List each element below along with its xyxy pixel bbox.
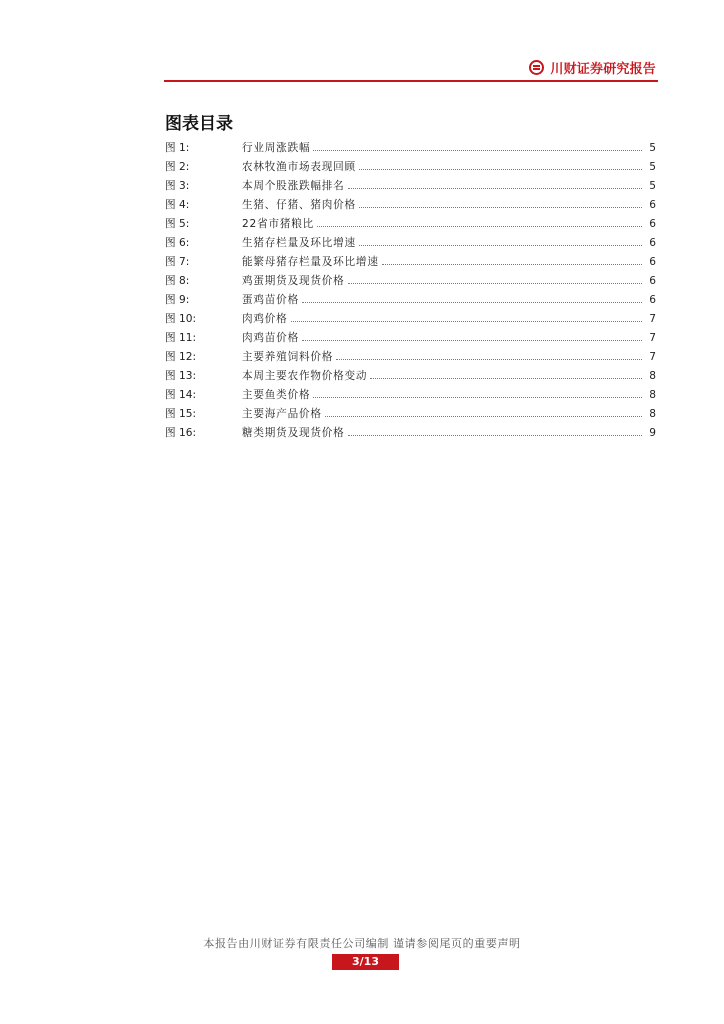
header-divider: [164, 80, 658, 82]
toc-entry-label: 图 9:: [165, 294, 190, 306]
brand: [529, 58, 656, 77]
toc-entry-leader: [359, 245, 642, 246]
toc-entry-text: 行业周涨跌幅: [242, 142, 311, 154]
toc-entry-leader: [313, 150, 642, 151]
toc-entry[interactable]: [165, 290, 656, 309]
toc-entry[interactable]: [165, 214, 656, 233]
toc-entry[interactable]: [165, 195, 656, 214]
toc-entry-leader: [370, 378, 642, 379]
toc-entry-leader: [313, 397, 642, 398]
toc-entry-text: 农林牧渔市场表现回顾: [242, 161, 356, 173]
toc-entry-page: 6: [649, 236, 656, 249]
toc-entry-text: 主要海产品价格: [242, 408, 322, 420]
footer-disclaimer: 本报告由川财证券有限责任公司编制 谨请参阅尾页的重要声明: [203, 937, 521, 950]
toc-entry-label: 图 16:: [165, 427, 197, 439]
toc-entry[interactable]: [165, 138, 656, 157]
toc-entry-label: 图 4:: [165, 199, 190, 211]
toc-entry-page: 7: [649, 350, 656, 363]
toc-entry-leader: [302, 340, 642, 341]
toc-entry-label: 图 14:: [165, 389, 197, 401]
toc-entry-page: 8: [649, 388, 656, 401]
toc-entry-page: 5: [649, 160, 656, 173]
toc-entry[interactable]: [165, 385, 656, 404]
toc-entry-text: 鸡蛋期货及现货价格: [242, 275, 345, 287]
toc-entry-label: 图 3:: [165, 180, 190, 192]
toc-entry[interactable]: [165, 233, 656, 252]
toc-entry-text: 生猪、仔猪、猪肉价格: [242, 199, 356, 211]
toc-entry-label: 图 13:: [165, 370, 197, 382]
toc-entry[interactable]: [165, 157, 656, 176]
toc-entry-leader: [348, 435, 642, 436]
brand-logo-icon: [529, 60, 544, 75]
toc-entry[interactable]: [165, 176, 656, 195]
toc-entry-label: 图 8:: [165, 275, 190, 287]
toc-entry[interactable]: [165, 328, 656, 347]
toc-entry-label: 图 7:: [165, 256, 190, 268]
toc-entry-page: 6: [649, 293, 656, 306]
toc-entry-text: 肉鸡价格: [242, 313, 288, 325]
toc-title: 图表目录: [165, 114, 233, 134]
toc-entry-text: 蛋鸡苗价格: [242, 294, 299, 306]
toc-entry-text: 本周个股涨跌幅排名: [242, 180, 345, 192]
toc-entry-text: 生猪存栏量及环比增速: [242, 237, 356, 249]
toc-entry-leader: [291, 321, 642, 322]
toc-entry-label: 图 10:: [165, 313, 197, 325]
toc-entry-label: 图 1:: [165, 142, 190, 154]
toc-entry-leader: [317, 226, 642, 227]
toc-entry-text: 主要养殖饲料价格: [242, 351, 334, 363]
toc-entry-page: 9: [649, 426, 656, 439]
toc-entry-text: 能繁母猪存栏量及环比增速: [242, 256, 379, 268]
toc-entry[interactable]: [165, 271, 656, 290]
toc-entry-leader: [348, 188, 642, 189]
toc-entry-text: 22省市猪粮比: [242, 218, 315, 230]
toc-entry-leader: [359, 169, 642, 170]
toc-entry-text: 主要鱼类价格: [242, 389, 311, 401]
toc-list: [165, 138, 656, 442]
toc-entry-label: 图 15:: [165, 408, 197, 420]
toc-entry-text: 肉鸡苗价格: [242, 332, 299, 344]
toc-entry-label: 图 6:: [165, 237, 190, 249]
toc-entry-leader: [325, 416, 642, 417]
brand-name: 川财证券研究报告: [550, 62, 656, 77]
toc-entry-page: 8: [649, 407, 656, 420]
toc-entry-leader: [336, 359, 642, 360]
toc-entry-label: 图 11:: [165, 332, 197, 344]
toc-entry-leader: [302, 302, 642, 303]
toc-entry-page: 5: [649, 141, 656, 154]
toc-entry[interactable]: [165, 252, 656, 271]
toc-entry-page: 8: [649, 369, 656, 382]
page-number: 3/13: [332, 954, 399, 970]
toc-entry[interactable]: [165, 404, 656, 423]
toc-entry-text: 糖类期货及现货价格: [242, 427, 345, 439]
toc-entry-leader: [348, 283, 642, 284]
toc-entry-page: 7: [649, 312, 656, 325]
toc-entry-page: 7: [649, 331, 656, 344]
toc-entry[interactable]: [165, 309, 656, 328]
toc-entry-label: 图 12:: [165, 351, 197, 363]
toc-entry-page: 6: [649, 217, 656, 230]
toc-entry-label: 图 5:: [165, 218, 190, 230]
toc-entry-leader: [382, 264, 642, 265]
toc-entry-page: 6: [649, 198, 656, 211]
page-header: [0, 0, 724, 84]
toc-entry-label: 图 2:: [165, 161, 190, 173]
toc-entry[interactable]: [165, 366, 656, 385]
toc-entry[interactable]: [165, 423, 656, 442]
toc-entry-text: 本周主要农作物价格变动: [242, 370, 368, 382]
toc-entry-page: 6: [649, 274, 656, 287]
toc-entry-page: 6: [649, 255, 656, 268]
toc-entry[interactable]: [165, 347, 656, 366]
toc-entry-leader: [359, 207, 642, 208]
toc-entry-page: 5: [649, 179, 656, 192]
